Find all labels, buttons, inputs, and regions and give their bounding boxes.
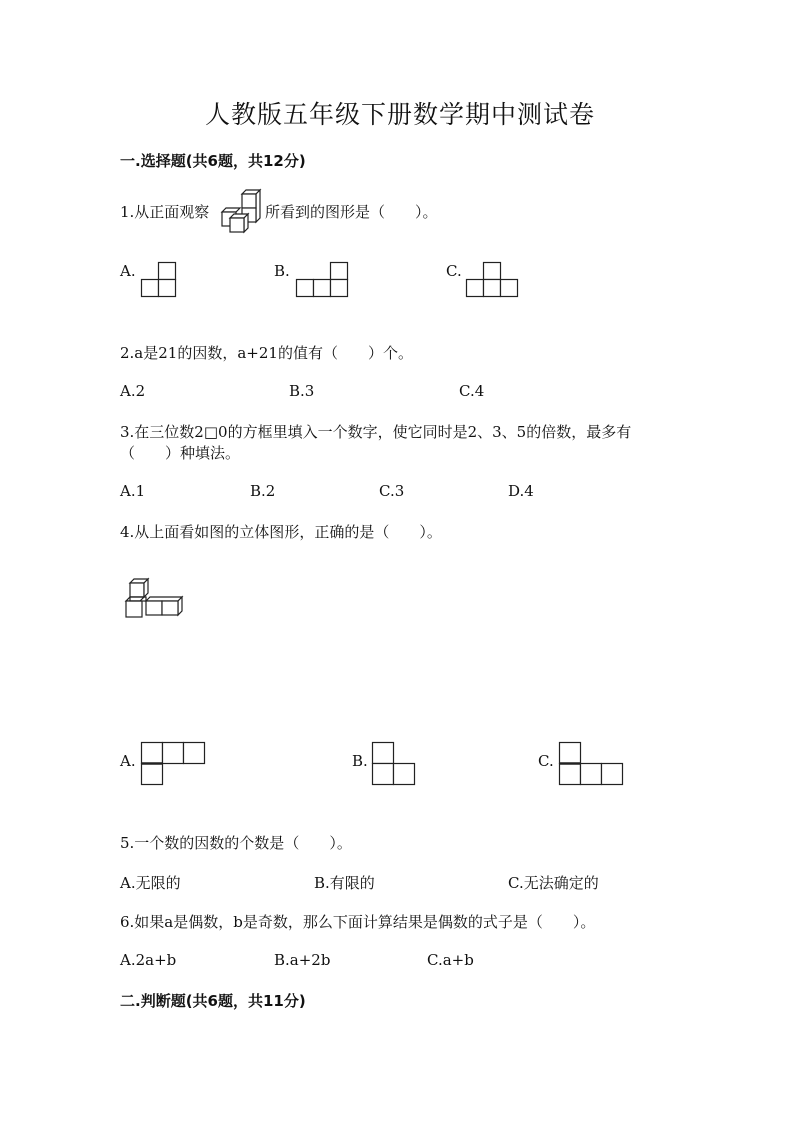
question-3-text: 3.在三位数2□0的方框里填入一个数字，使它同时是2、3、5的倍数，最多有	[120, 423, 632, 441]
q4-option-b[interactable]: B.	[352, 752, 368, 770]
q1-option-a[interactable]: A.	[120, 262, 136, 280]
q4-option-a-figure	[141, 742, 207, 788]
q4-option-a[interactable]: A.	[120, 752, 136, 770]
q3-option-d[interactable]: D.4	[508, 482, 534, 500]
q5-option-b[interactable]: B.有限的	[314, 874, 375, 892]
page-title: 人教版五年级下册数学期中测试卷	[204, 100, 595, 129]
question-6-text: 6.如果a是偶数，b是奇数，那么下面计算结果是偶数的式子是（ ）。	[120, 913, 596, 931]
q2-option-a[interactable]: A.2	[120, 382, 146, 400]
question-1-text: 1.从正面观察	[120, 203, 210, 221]
q1-option-a-figure	[141, 262, 177, 298]
q3-option-b[interactable]: B.2	[250, 482, 276, 500]
q6-option-b[interactable]: B.a+2b	[274, 951, 331, 969]
section-2-heading: 二.判断题(共6题，共11分)	[120, 992, 306, 1010]
q5-option-c[interactable]: C.无法确定的	[508, 874, 599, 892]
q1-option-c[interactable]: C.	[446, 262, 462, 280]
q3-option-a[interactable]: A.1	[120, 482, 146, 500]
q1-option-c-figure	[466, 262, 518, 298]
q1-option-b[interactable]: B.	[274, 262, 290, 280]
q6-option-c[interactable]: C.a+b	[427, 951, 474, 969]
q1-cube-figure	[218, 188, 266, 238]
q4-option-c-figure	[559, 742, 625, 788]
q5-option-a[interactable]: A.无限的	[120, 874, 181, 892]
question-1-text-cont: 所看到的图形是（ ）。	[265, 203, 438, 221]
q3-option-c[interactable]: C.3	[379, 482, 405, 500]
q4-option-c[interactable]: C.	[538, 752, 554, 770]
question-5-text: 5.一个数的因数的个数是（ ）。	[120, 834, 352, 852]
q1-option-b-figure	[296, 262, 348, 298]
section-1-heading: 一.选择题(共6题，共12分)	[120, 152, 306, 170]
question-4-text: 4.从上面看如图的立体图形，正确的是（ ）。	[120, 523, 442, 541]
q4-cube-figure	[124, 576, 188, 622]
q6-option-a[interactable]: A.2a+b	[120, 951, 177, 969]
q2-option-c[interactable]: C.4	[459, 382, 485, 400]
question-3-text-cont: （ ）种填法。	[120, 444, 241, 462]
question-2-text: 2.a是21的因数，a+21的值有（ ）个。	[120, 344, 413, 362]
q4-option-b-figure	[372, 742, 418, 788]
q2-option-b[interactable]: B.3	[289, 382, 315, 400]
